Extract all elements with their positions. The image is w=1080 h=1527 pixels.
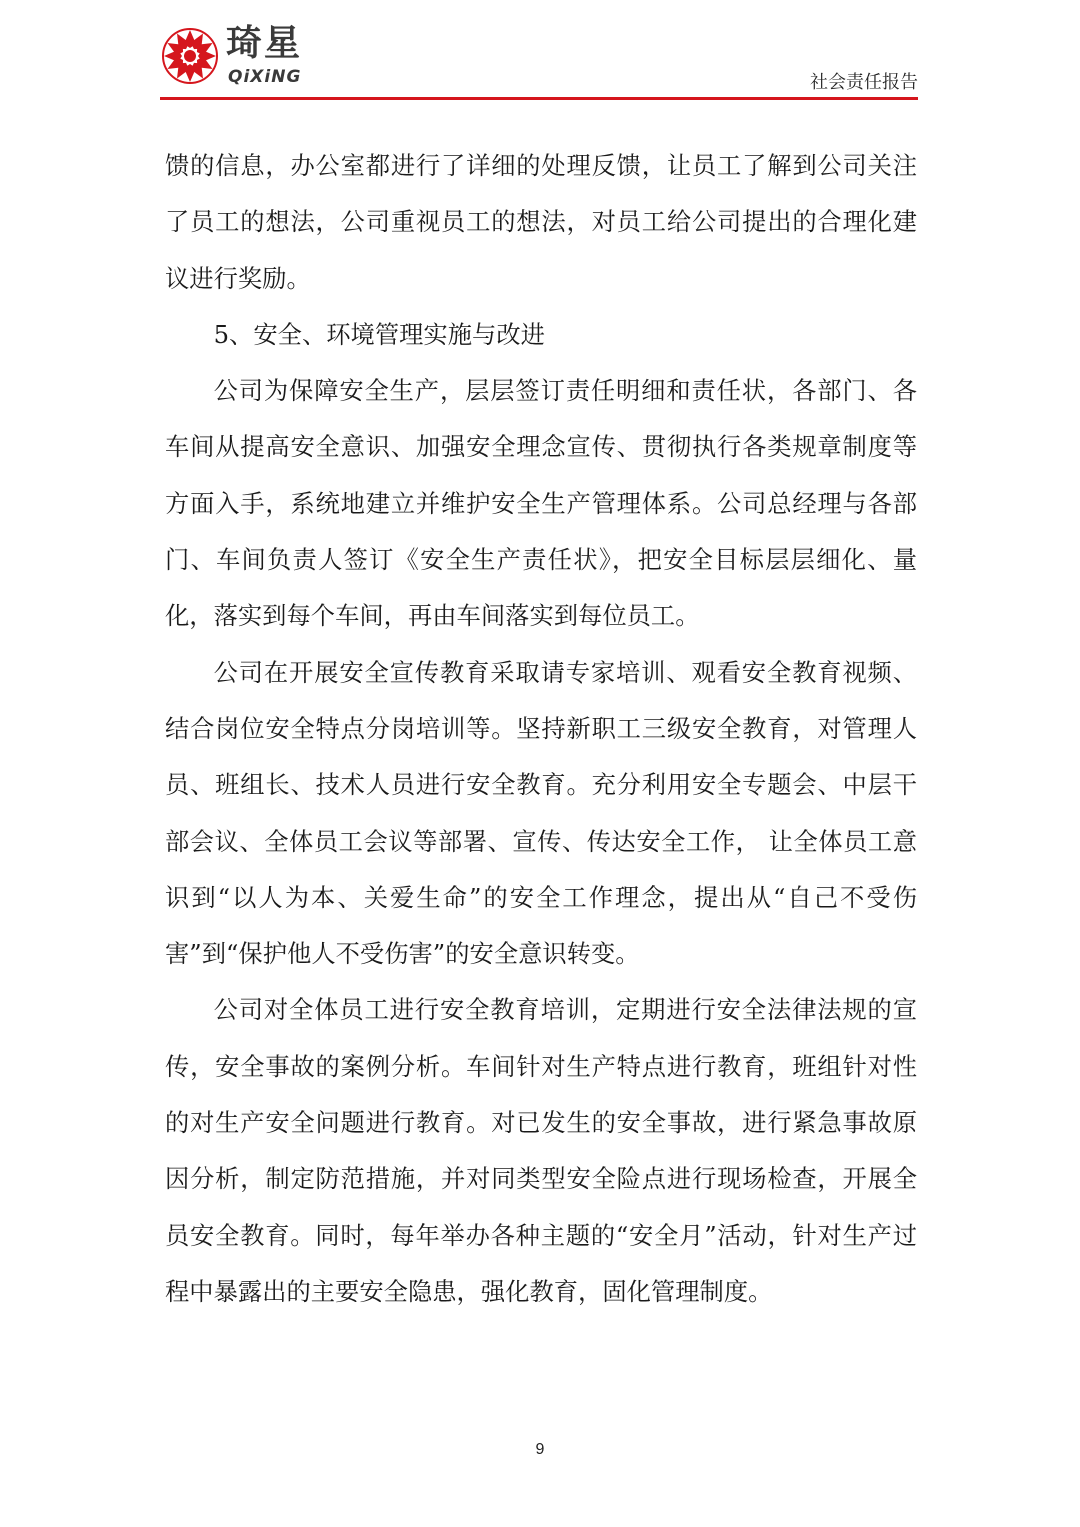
page-number: 9 [535,1441,545,1458]
paragraph-safety-responsibility: 公司为保障安全生产，层层签订责任明细和责任状，各部门、各车间从提高安全意识、加强安全理念宣传、贯彻执行各类规章制度等方面入手，系统地建立并维护安全生产管理体系。公司总经理与各部门、车间负责人签订《安全生产责任状》，把安全目标层层细化、量化，落实到每个车间，再由车间落实到每位员工。 [165,376,917,631]
logo-chinese-name: 琦星 [226,23,303,64]
paragraph-safety-training: 公司对全体员工进行安全教育培训，定期进行安全法律法规的宣传，安全事故的案例分析。车间针对生产特点进行教育，班组针对性的对生产安全问题进行教育。对已发生的安全事故，进行紧急事故原因分析，制定防范措施，并对同类型安全险点进行现场检查，开展全员安全教育。同时，每年举办各种主题的“安全月”活动，针对生产过程中暴露出的主要安全隐患，强化教育，固化管理制度。 [165,995,917,1306]
company-logo [160,22,330,90]
page-body [165,138,917,1320]
logo-english-name: QiXiNG [228,67,302,87]
paragraph-continued: 馈的信息，办公室都进行了详细的处理反馈，让员工了解到公司关注了员工的想法，公司重视员工的想法，对员工给公司提出的合理化建议进行奖励。 [165,151,917,293]
report-title: 社会责任报告 [810,72,918,93]
page-header [160,22,918,102]
section-heading: 5、安全、环境管理实施与改进 [213,319,545,349]
header-divider [160,97,918,100]
qixing-emblem-icon [160,26,220,86]
paragraph-safety-education: 公司在开展安全宣传教育采取请专家培训、观看安全教育视频、结合岗位安全特点分岗培训等。坚持新职工三级安全教育，对管理人员、班组长、技术人员进行安全教育。充分利用安全专题会、中层干部会议、全体员工会议等部署、宣传、传达安全工作， 让全体员工意识到“以人为本、关爱生命”的安全工作理念，提出从“自己不受伤害”到“保护他人不受伤害”的安全意识转变。 [165,657,917,969]
